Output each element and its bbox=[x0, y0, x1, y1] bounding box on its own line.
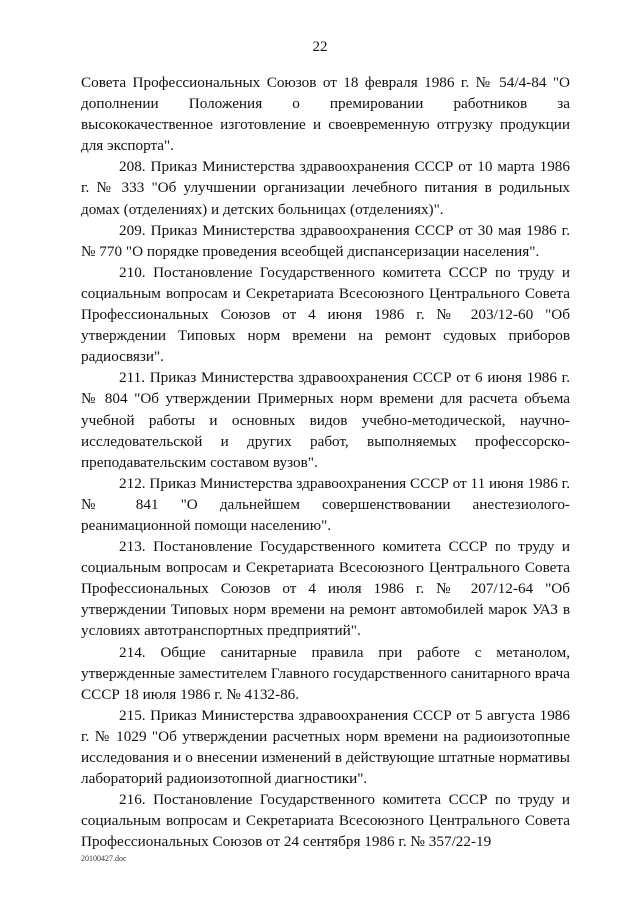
list-item-215: 215. Приказ Министерства здравоохранения СССР от 5 августа 1986 г. № 1029 "Об утверждении расчетных норм времени на радиоизотопные исследования и о внесении изменений в действующие штатные нормативы лабораторий радиоизотопной диагностики". bbox=[81, 706, 570, 788]
list-item-208: 208. Приказ Министерства здравоохранения СССР от 10 марта 1986 г. № 333 "Об улучшении организации лечебного питания в родильных домах (отделениях) и детских больницах (отделениях)". bbox=[81, 158, 570, 218]
list-item-212: 212. Приказ Министерства здравоохранения СССР от 11 июня 1986 г. № 841 "О дальнейшем совершенствовании анестезиолого-реанимационной помощи населению". bbox=[81, 474, 570, 534]
document-body bbox=[81, 72, 570, 852]
list-item-209: 209. Приказ Министерства здравоохранения СССР от 30 мая 1986 г. № 770 "О порядке проведения всеобщей диспансеризации населения". bbox=[81, 221, 570, 260]
list-item-216: 216. Постановление Государственного комитета СССР по труду и социальным вопросам и Секретариата Всесоюзного Центрального Совета Профессиональных Союзов от 24 сентября 1986 г. № 357/22-19 bbox=[81, 791, 570, 851]
list-item-210: 210. Постановление Государственного комитета СССР по труду и социальным вопросам и Секретариата Всесоюзного Центрального Совета Профессиональных Союзов от 4 июня 1986 г. № 203/12-60 "Об утверждении Типовых норм времени на ремонт судовых приборов радиосвязи". bbox=[81, 263, 570, 366]
list-item-214: 214. Общие санитарные правила при работе с метанолом, утвержденные заместителем Главного государственного санитарного врача СССР 18 июля 1986 г. № 4132-86. bbox=[81, 643, 570, 703]
list-item-211: 211. Приказ Министерства здравоохранения СССР от 6 июня 1986 г. № 804 "Об утверждении Примерных норм времени для расчета объема учебной работы и основных видов учебно-методической, научно-исследовательской и других работ, выполняемых профессорско-преподавательским составом вузов". bbox=[81, 369, 570, 471]
list-item-213: 213. Постановление Государственного комитета СССР по труду и социальным вопросам и Секретариата Всесоюзного Центрального Совета Профессиональных Союзов от 4 июля 1986 г. № 207/12-64 "Об утверждении Типовых норм времени на ремонт автомобилей марок УАЗ в условиях автотранспортных предприятий". bbox=[81, 538, 570, 640]
footer-filename: 20100427.doc bbox=[81, 854, 127, 863]
paragraph-continuation: Совета Профессиональных Союзов от 18 февраля 1986 г. № 54/4-84 "О дополнении Положения о премировании работников за высококачественное изготовление и своевременную отгрузку продукции для экспорта". bbox=[81, 74, 570, 155]
page-number: 22 bbox=[312, 39, 328, 55]
